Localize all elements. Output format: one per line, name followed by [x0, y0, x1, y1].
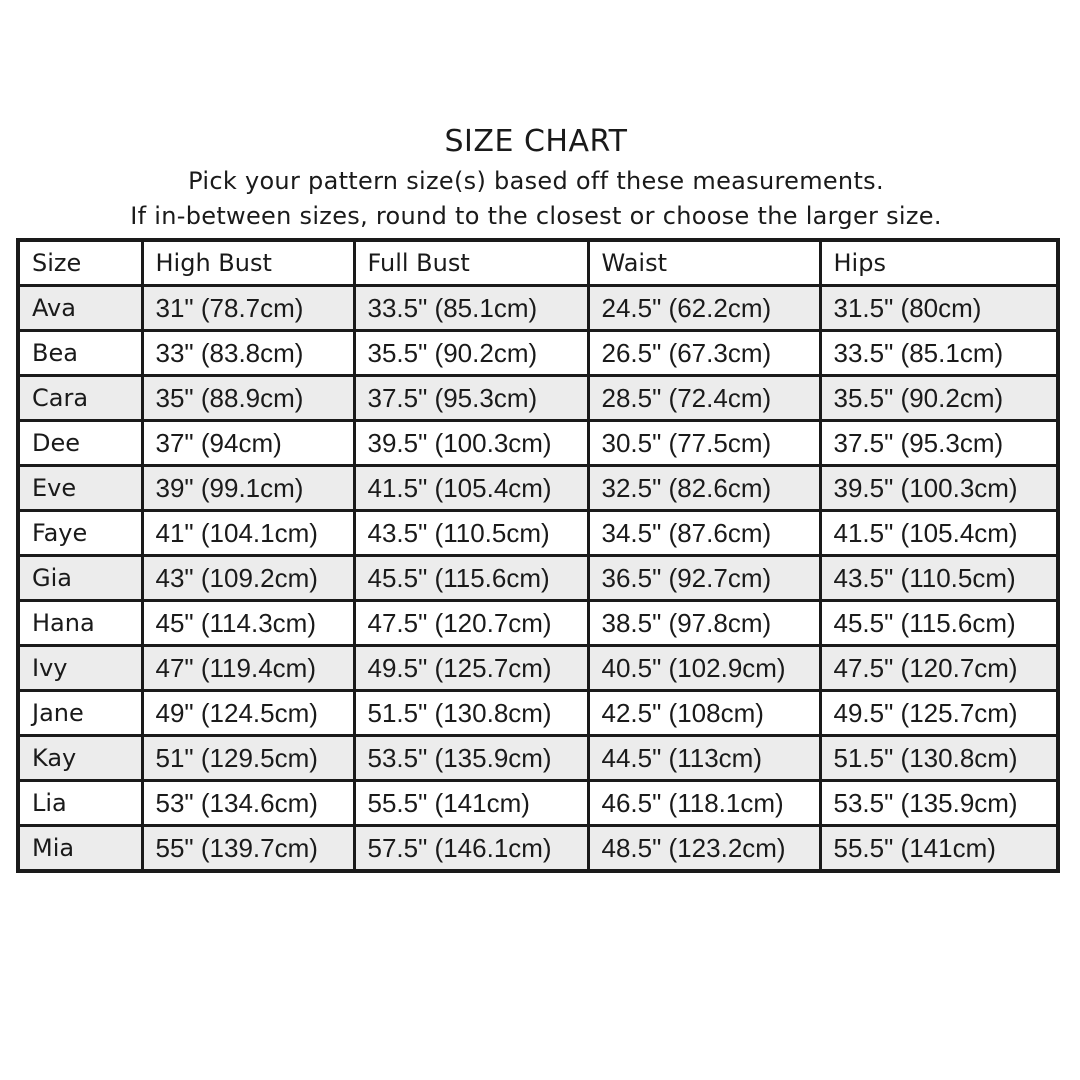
cell-full-bust: 33.5" (85.1cm): [354, 286, 588, 331]
cell-waist: 46.5" (118.1cm): [588, 781, 820, 826]
cell-size-name: Hana: [18, 601, 142, 646]
cell-high-bust: 55" (139.7cm): [142, 826, 354, 872]
cell-full-bust: 41.5" (105.4cm): [354, 466, 588, 511]
cell-high-bust: 35" (88.9cm): [142, 376, 354, 421]
cell-waist: 24.5" (62.2cm): [588, 286, 820, 331]
cell-full-bust: 39.5" (100.3cm): [354, 421, 588, 466]
table-row: [18, 511, 1058, 556]
cell-high-bust: 37" (94cm): [142, 421, 354, 466]
cell-hips: 31.5" (80cm): [820, 286, 1058, 331]
table-row: [18, 556, 1058, 601]
cell-high-bust: 33" (83.8cm): [142, 331, 354, 376]
page-title: SIZE CHART: [444, 124, 628, 159]
cell-full-bust: 43.5" (110.5cm): [354, 511, 588, 556]
cell-size-name: Jane: [18, 691, 142, 736]
cell-waist: 30.5" (77.5cm): [588, 421, 820, 466]
cell-size-name: Faye: [18, 511, 142, 556]
table-header: [18, 240, 1058, 286]
cell-full-bust: 35.5" (90.2cm): [354, 331, 588, 376]
column-header-size: Size: [18, 240, 142, 286]
cell-size-name: Gia: [18, 556, 142, 601]
column-header-high-bust: High Bust: [142, 240, 354, 286]
table-row: [18, 736, 1058, 781]
table-row: [18, 826, 1058, 872]
cell-high-bust: 45" (114.3cm): [142, 601, 354, 646]
table-row: [18, 691, 1058, 736]
cell-hips: 41.5" (105.4cm): [820, 511, 1058, 556]
table-row: [18, 286, 1058, 331]
table-row: [18, 376, 1058, 421]
table-row: [18, 466, 1058, 511]
column-header-hips: Hips: [820, 240, 1058, 286]
table-row: [18, 781, 1058, 826]
cell-hips: 37.5" (95.3cm): [820, 421, 1058, 466]
cell-high-bust: 41" (104.1cm): [142, 511, 354, 556]
cell-waist: 26.5" (67.3cm): [588, 331, 820, 376]
cell-size-name: Kay: [18, 736, 142, 781]
cell-hips: 43.5" (110.5cm): [820, 556, 1058, 601]
size-chart-table: [16, 238, 1060, 873]
cell-hips: 47.5" (120.7cm): [820, 646, 1058, 691]
cell-size-name: Ava: [18, 286, 142, 331]
cell-high-bust: 49" (124.5cm): [142, 691, 354, 736]
cell-high-bust: 53" (134.6cm): [142, 781, 354, 826]
cell-full-bust: 51.5" (130.8cm): [354, 691, 588, 736]
cell-waist: 44.5" (113cm): [588, 736, 820, 781]
table-row: [18, 646, 1058, 691]
cell-size-name: Dee: [18, 421, 142, 466]
cell-size-name: Ivy: [18, 646, 142, 691]
table-row: [18, 601, 1058, 646]
cell-high-bust: 47" (119.4cm): [142, 646, 354, 691]
column-header-full-bust: Full Bust: [354, 240, 588, 286]
cell-full-bust: 53.5" (135.9cm): [354, 736, 588, 781]
cell-size-name: Mia: [18, 826, 142, 872]
cell-size-name: Eve: [18, 466, 142, 511]
cell-high-bust: 43" (109.2cm): [142, 556, 354, 601]
cell-hips: 51.5" (130.8cm): [820, 736, 1058, 781]
column-header-waist: Waist: [588, 240, 820, 286]
cell-waist: 40.5" (102.9cm): [588, 646, 820, 691]
cell-high-bust: 31" (78.7cm): [142, 286, 354, 331]
cell-high-bust: 51" (129.5cm): [142, 736, 354, 781]
cell-size-name: Lia: [18, 781, 142, 826]
header-row: [18, 240, 1058, 286]
subtitle-line-2: If in-between sizes, round to the closest or choose the larger size.: [130, 202, 942, 230]
cell-hips: 33.5" (85.1cm): [820, 331, 1058, 376]
cell-size-name: Bea: [18, 331, 142, 376]
cell-full-bust: 57.5" (146.1cm): [354, 826, 588, 872]
subtitle-line-1: Pick your pattern size(s) based off these measurements.: [188, 167, 884, 195]
cell-hips: 53.5" (135.9cm): [820, 781, 1058, 826]
cell-full-bust: 55.5" (141cm): [354, 781, 588, 826]
table-body: [18, 286, 1058, 872]
cell-hips: 39.5" (100.3cm): [820, 466, 1058, 511]
cell-size-name: Cara: [18, 376, 142, 421]
cell-waist: 36.5" (92.7cm): [588, 556, 820, 601]
cell-full-bust: 45.5" (115.6cm): [354, 556, 588, 601]
table-row: [18, 421, 1058, 466]
table-row: [18, 331, 1058, 376]
cell-waist: 28.5" (72.4cm): [588, 376, 820, 421]
cell-hips: 49.5" (125.7cm): [820, 691, 1058, 736]
cell-hips: 45.5" (115.6cm): [820, 601, 1058, 646]
cell-waist: 32.5" (82.6cm): [588, 466, 820, 511]
cell-high-bust: 39" (99.1cm): [142, 466, 354, 511]
cell-waist: 38.5" (97.8cm): [588, 601, 820, 646]
chart-header: [0, 120, 1072, 234]
cell-full-bust: 49.5" (125.7cm): [354, 646, 588, 691]
cell-waist: 42.5" (108cm): [588, 691, 820, 736]
cell-hips: 35.5" (90.2cm): [820, 376, 1058, 421]
cell-waist: 34.5" (87.6cm): [588, 511, 820, 556]
cell-waist: 48.5" (123.2cm): [588, 826, 820, 872]
cell-hips: 55.5" (141cm): [820, 826, 1058, 872]
cell-full-bust: 47.5" (120.7cm): [354, 601, 588, 646]
cell-full-bust: 37.5" (95.3cm): [354, 376, 588, 421]
